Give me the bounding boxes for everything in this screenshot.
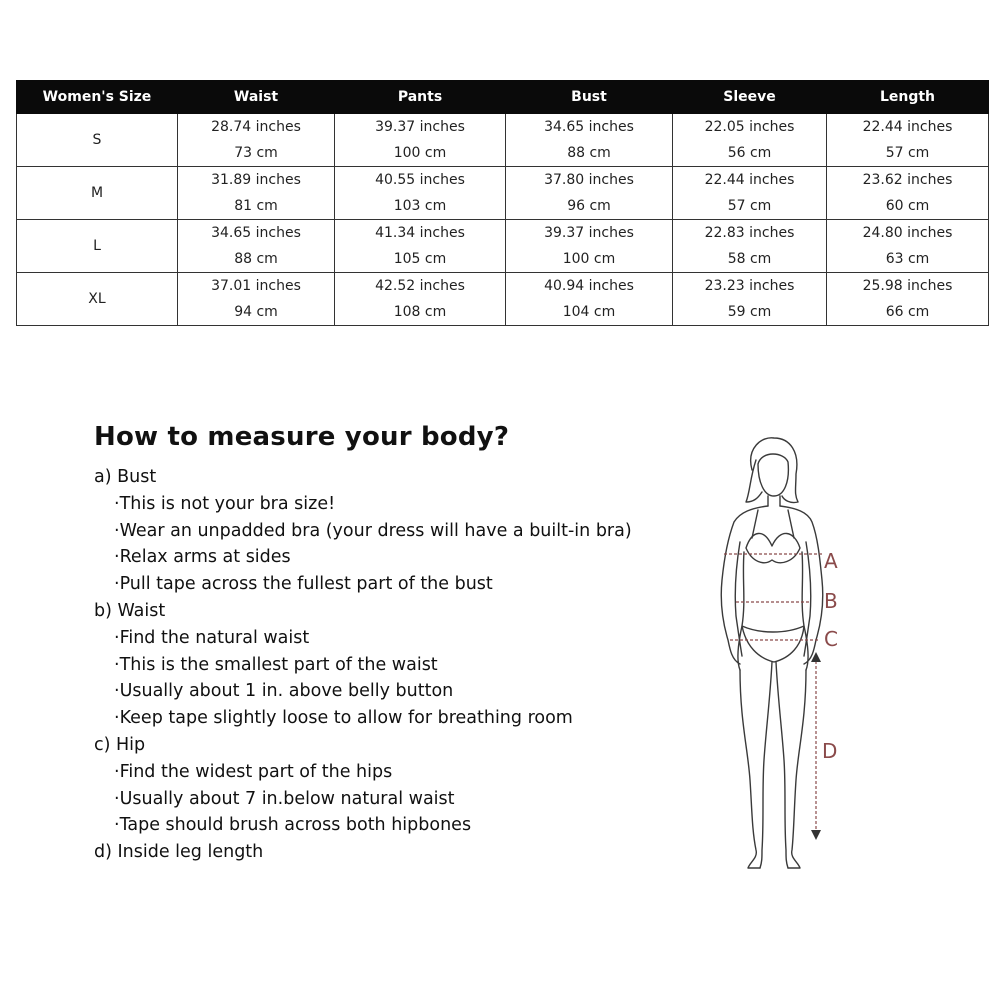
cm-value: 57 cm bbox=[727, 198, 772, 214]
cm-value: 63 cm bbox=[885, 251, 930, 267]
inches-value: 25.98 inches bbox=[862, 278, 953, 294]
sleeve-cell bbox=[673, 167, 827, 220]
size-cell: S bbox=[17, 114, 178, 167]
inches-value: 40.94 inches bbox=[544, 278, 634, 294]
header-sleeve: Sleeve bbox=[673, 81, 827, 114]
cm-value: 60 cm bbox=[885, 198, 930, 214]
inches-value: 34.65 inches bbox=[211, 225, 301, 241]
guide-section-label: a) Bust bbox=[94, 467, 157, 487]
waist-cell bbox=[178, 114, 335, 167]
header-bust: Bust bbox=[506, 81, 673, 114]
inches-value: 23.23 inches bbox=[704, 278, 795, 294]
waist-cell bbox=[178, 273, 335, 326]
cm-value: 108 cm bbox=[393, 304, 447, 320]
table-header-row bbox=[17, 81, 989, 114]
cm-value: 88 cm bbox=[567, 145, 611, 161]
cm-value: 100 cm bbox=[393, 145, 447, 161]
header-size: Women's Size bbox=[17, 81, 178, 114]
guide-item: ·This is not your bra size! bbox=[114, 493, 336, 514]
table-row bbox=[17, 114, 989, 167]
guide-item: ·This is the smallest part of the waist bbox=[114, 654, 438, 675]
cm-value: 88 cm bbox=[234, 251, 278, 267]
measure-guide bbox=[94, 422, 694, 866]
guide-item: ·Pull tape across the fullest part of the bust bbox=[114, 574, 493, 595]
guide-item: ·Find the widest part of the hips bbox=[114, 761, 393, 782]
inches-value: 34.65 inches bbox=[544, 119, 634, 135]
length-cell bbox=[827, 114, 989, 167]
guide-item: ·Wear an unpadded bra (your dress will have a built-in bra) bbox=[114, 520, 632, 541]
neck bbox=[768, 496, 780, 506]
inches-value: 23.62 inches bbox=[862, 172, 953, 188]
cm-value: 100 cm bbox=[562, 251, 616, 267]
length-cell bbox=[827, 167, 989, 220]
cm-value: 81 cm bbox=[234, 198, 278, 214]
bra-outline bbox=[746, 533, 800, 562]
waist-cell bbox=[178, 220, 335, 273]
guide-item: ·Usually about 1 in. above belly button bbox=[114, 681, 454, 702]
guide-item: ·Keep tape slightly loose to allow for breathing room bbox=[114, 708, 573, 729]
length-cell bbox=[827, 220, 989, 273]
inches-value: 22.44 inches bbox=[862, 119, 953, 135]
guide-item: ·Tape should brush across both hipbones bbox=[114, 815, 472, 836]
size-cell: L bbox=[17, 220, 178, 273]
guide-item: ·Relax arms at sides bbox=[114, 547, 291, 568]
pants-cell bbox=[335, 167, 506, 220]
inches-value: 39.37 inches bbox=[375, 119, 465, 135]
sleeve-cell bbox=[673, 273, 827, 326]
table-row bbox=[17, 220, 989, 273]
pants-cell bbox=[335, 114, 506, 167]
body-figure-svg bbox=[700, 430, 860, 880]
cm-value: 94 cm bbox=[234, 304, 278, 320]
length-cell bbox=[827, 273, 989, 326]
cm-value: 104 cm bbox=[562, 304, 616, 320]
inches-value: 28.74 inches bbox=[211, 119, 301, 135]
table-body bbox=[17, 114, 989, 326]
cm-value: 105 cm bbox=[393, 251, 447, 267]
left-inner-leg bbox=[760, 662, 772, 868]
cm-value: 96 cm bbox=[567, 198, 611, 214]
inches-value: 31.89 inches bbox=[211, 172, 301, 188]
bust-cell bbox=[506, 167, 673, 220]
inches-value: 22.44 inches bbox=[704, 172, 795, 188]
letter-b: B bbox=[824, 589, 838, 613]
inches-value: 22.05 inches bbox=[704, 119, 795, 135]
guide-title: How to measure your body? bbox=[94, 422, 510, 452]
left-leg bbox=[740, 670, 760, 868]
inches-value: 37.80 inches bbox=[544, 172, 634, 188]
cm-value: 57 cm bbox=[885, 145, 930, 161]
header-length: Length bbox=[827, 81, 989, 114]
pants-cell bbox=[335, 273, 506, 326]
cm-value: 73 cm bbox=[234, 145, 278, 161]
waist-cell bbox=[178, 167, 335, 220]
header-waist: Waist bbox=[178, 81, 335, 114]
left-inner-arm bbox=[735, 542, 742, 656]
size-chart-table bbox=[16, 80, 989, 326]
inches-value: 39.37 inches bbox=[544, 225, 634, 241]
head-outline bbox=[758, 454, 788, 496]
sleeve-cell bbox=[673, 114, 827, 167]
cm-value: 59 cm bbox=[727, 304, 772, 320]
right-inner-leg bbox=[776, 662, 788, 868]
header-pants: Pants bbox=[335, 81, 506, 114]
inches-value: 24.80 inches bbox=[862, 225, 953, 241]
bust-cell bbox=[506, 220, 673, 273]
table-row bbox=[17, 167, 989, 220]
cm-value: 56 cm bbox=[727, 145, 772, 161]
inseam-arrow-bottom bbox=[811, 830, 821, 840]
inches-value: 41.34 inches bbox=[375, 225, 465, 241]
right-inner-arm bbox=[804, 542, 811, 656]
cm-value: 66 cm bbox=[885, 304, 930, 320]
cm-value: 103 cm bbox=[393, 198, 447, 214]
inches-value: 42.52 inches bbox=[375, 278, 465, 294]
right-leg bbox=[788, 670, 806, 868]
size-cell: M bbox=[17, 167, 178, 220]
guide-section-label: d) Inside leg length bbox=[94, 842, 264, 863]
guide-section-label: b) Waist bbox=[94, 600, 166, 621]
table-row bbox=[17, 273, 989, 326]
inches-value: 22.83 inches bbox=[704, 225, 795, 241]
pants-cell bbox=[335, 220, 506, 273]
body-figure-illustration bbox=[700, 430, 860, 880]
cm-value: 58 cm bbox=[727, 251, 772, 267]
letter-a: A bbox=[824, 549, 838, 573]
inches-value: 37.01 inches bbox=[211, 278, 301, 294]
briefs-outline bbox=[742, 626, 804, 662]
bust-cell bbox=[506, 114, 673, 167]
size-cell: XL bbox=[17, 273, 178, 326]
guide-section-label: c) Hip bbox=[94, 734, 146, 755]
guide-item: ·Usually about 7 in.below natural waist bbox=[114, 788, 455, 809]
letter-d: D bbox=[822, 739, 838, 763]
guide-list bbox=[94, 464, 694, 866]
bust-cell bbox=[506, 273, 673, 326]
letter-c: C bbox=[824, 627, 838, 651]
guide-item: ·Find the natural waist bbox=[114, 627, 310, 648]
sleeve-cell bbox=[673, 220, 827, 273]
inches-value: 40.55 inches bbox=[375, 172, 465, 188]
